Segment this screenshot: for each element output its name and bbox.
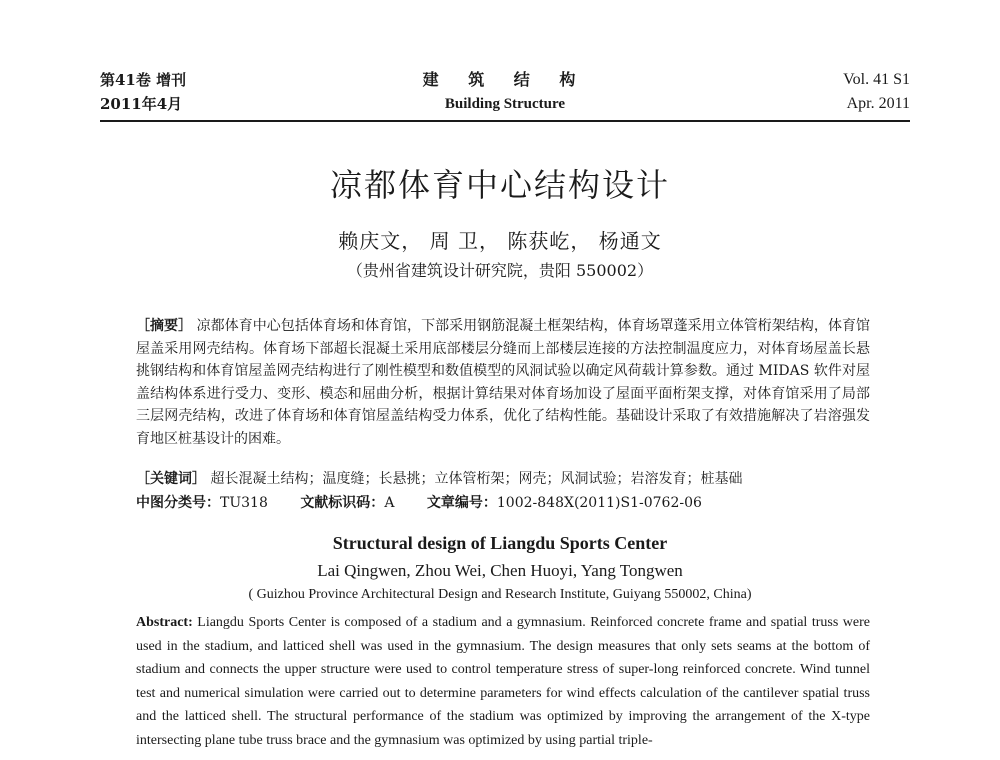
abstract-en <box>136 611 870 752</box>
keywords-text: 超长混凝土结构；温度缝；长悬挑；立体管桁架；网壳；风洞试验；岩溶发育；桩基础 <box>210 471 743 487</box>
english-affiliation: ( Guizhou Province Architectural Design and Research Institute, Guiyang 550002, China) <box>248 587 752 602</box>
english-authors: Lai Qingwen, Zhou Wei, Chen Huoyi, Yang Tongwen <box>317 561 683 580</box>
doc-code <box>300 492 394 514</box>
clc-label: 中图分类号： <box>136 495 220 511</box>
abstract-cn-text: 凉都体育中心包括体育场和体育馆，下部采用钢筋混凝土框架结构，体育场罩蓬采用立体管桁架结构，体育馆屋盖采用网壳结构。体育场下部超长混凝土采用底部楼层分缝而上部楼层连接的方法控制温度应力，对体育场屋盖长悬挑钢结构和体育馆屋盖网壳结构进行了刚性模型和数值模型的风洞试验以确定风荷载计算参数。通过 MIDAS 软件对屋盖结构体系进行受力、变形、模态和屈曲分析，根据计算结果对体育场加设了屋面平面桁架支撑，对体育馆采用了局部三层网壳结构，改进了体育场和体育馆屋盖结构受力体系，优化了结构性能。基础设计采取了有效措施解决了岩溶强发育地区桩基设计的困难。 <box>136 318 871 447</box>
volume-issue-cn: 第41卷 增刊 <box>100 71 187 89</box>
keywords-cn <box>136 468 870 490</box>
article-no-value: 1002-848X(2011)S1-0762-06 <box>496 495 702 511</box>
clc <box>136 492 268 514</box>
article-no-label: 文章编号： <box>426 495 497 511</box>
keywords-label: ［关键词］ <box>136 471 206 487</box>
clc-value: TU318 <box>220 495 268 511</box>
abstract-en-label: Abstract: <box>136 615 193 630</box>
doc-code-label: 文献标识码： <box>300 495 385 511</box>
english-title: Structural design of Liangdu Sports Center <box>332 533 668 553</box>
abstract-en-text: Liangdu Sports Center is composed of a stadium and a gymnasium. Reinforced concrete frame and spatial truss were used in the stadium, and latticed shell was used in the gymnasium. The design measures that only sets seams at the bottom of stadium and connects the upper structure were used to control temperature stress of super-long reinforced concrete. Wind tunnel test and numerical simulation were carried out to determine parameters for wind effects calculation of the cantilever spatial truss and the latticed shell. The structural performance of the stadium was optimized by improving the arrangement of the X-type intersecting plane tube truss brace and the gymnasium was optimized by using partial triple- <box>136 615 870 748</box>
abstract-cn <box>136 315 870 450</box>
header-rule <box>100 120 910 122</box>
abstract-cn-label: ［摘要］ <box>136 318 193 334</box>
article-no <box>427 492 702 514</box>
doc-code-value: A <box>384 495 395 511</box>
paper-affiliation: （贵州省建筑设计研究院，贵阳 550002） <box>346 261 654 280</box>
paper-authors: 赖庆文， 周 卫， 陈获屹， 杨通文 <box>338 229 662 253</box>
date-cn: 2011年4月 <box>100 95 183 113</box>
classification-line <box>136 492 870 514</box>
date-en: Apr. 2011 <box>846 95 910 112</box>
journal-name-en: Building Structure <box>444 96 566 112</box>
paper-title: 凉都体育中心结构设计 <box>329 166 670 204</box>
journal-name <box>100 68 910 116</box>
journal-name-cn: 建 筑 结 构 <box>422 70 588 89</box>
volume-issue-en: Vol. 41 S1 <box>843 71 910 88</box>
volume-info <box>843 68 910 116</box>
journal-header <box>100 68 910 120</box>
